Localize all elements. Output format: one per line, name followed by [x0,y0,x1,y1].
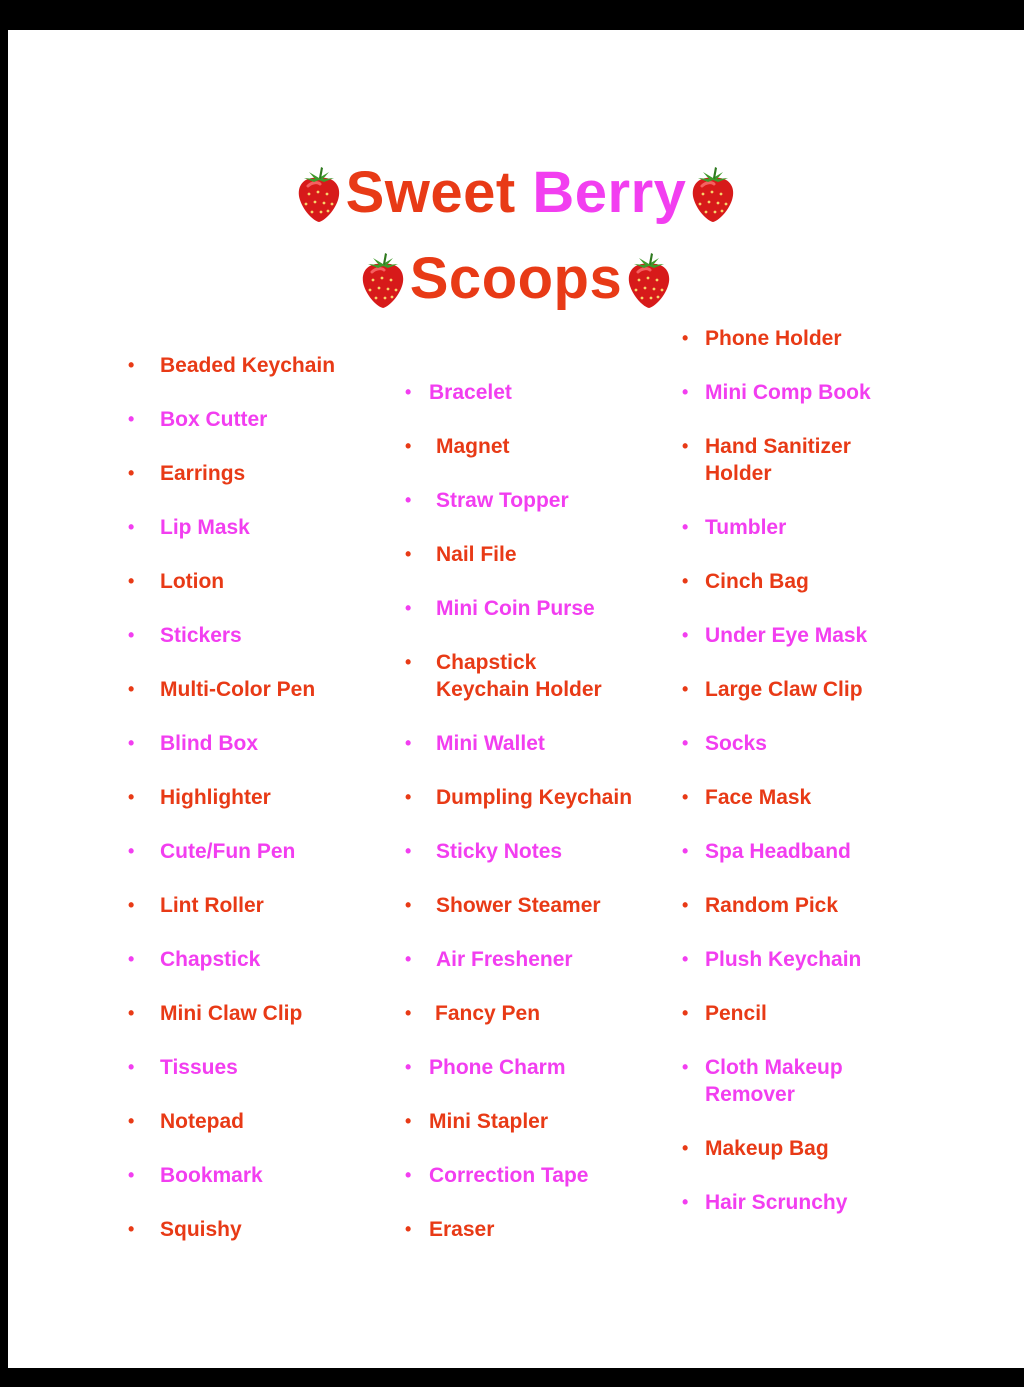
list-item-label [160,352,335,379]
list-item-line: Lotion [160,570,225,593]
bullet: • [682,949,689,969]
list-item-label [160,730,258,757]
bullet: • [128,409,135,429]
bullet: • [682,841,689,861]
list-item-line: Cloth Makeup [705,1056,843,1079]
list-item-label [429,1108,548,1135]
bullet: • [405,841,412,861]
bullet: • [128,355,135,375]
bullet: • [128,571,135,591]
list-item-line: Lint Roller [160,894,264,917]
list-item-line: Magnet [436,435,510,458]
list-item-line: Chapstick [436,651,537,674]
bullet: • [128,733,135,753]
title-word-berry: Berry [532,160,687,225]
list-item-line: Remover [705,1083,795,1106]
bullet: • [405,598,412,618]
bullet: • [128,625,135,645]
bullet: • [682,517,689,537]
list-item-line: Air Freshener [436,948,573,971]
list-item-label [160,946,260,973]
bullet: • [128,1111,135,1131]
list-item-line: Tumbler [705,516,787,539]
list-item-label [160,838,295,865]
list-item-label [429,1216,494,1243]
list-item-label [705,730,767,757]
list-item-line: Mini Stapler [429,1110,549,1133]
list-item-line: Mini Coin Purse [436,597,595,620]
list-item-line: Beaded Keychain [160,354,336,377]
bullet: • [128,517,135,537]
list-item-line: Blind Box [160,732,258,755]
list-item-label [705,1135,829,1162]
bullet: • [682,1192,689,1212]
list-item-label [160,406,267,433]
strawberry-icon [688,164,738,224]
list-item-line: Phone Charm [429,1056,566,1079]
bullet: • [128,1003,135,1023]
list-item-label [160,1108,244,1135]
list-item-line: Mini Comp Book [705,381,871,404]
title-word-sweet: Sweet [345,160,516,225]
bullet: • [682,382,689,402]
list-item-line: Bracelet [429,381,512,404]
bullet: • [682,436,689,456]
list-item-line: Large Claw Clip [705,678,863,701]
list-item-label [705,568,809,595]
document-page [8,30,1024,1368]
bullet: • [405,949,412,969]
list-item-label [705,1054,843,1108]
bullet: • [682,1003,689,1023]
bullet: • [405,436,412,456]
list-item-line: Multi-Color Pen [160,678,316,701]
bullet: • [682,733,689,753]
bullet: • [682,328,689,348]
list-item-label [436,730,545,757]
bullet: • [405,490,412,510]
list-item-line: Pencil [705,1002,767,1025]
bullet: • [405,787,412,807]
list-item-label [705,1000,767,1027]
list-item-label [429,379,512,406]
bullet: • [682,787,689,807]
list-item-label [160,1000,302,1027]
bullet: • [128,895,135,915]
list-item-line: Face Mask [705,786,812,809]
list-item-label [160,514,250,541]
list-item-line: Bookmark [160,1164,263,1187]
list-item-label [436,946,573,973]
bullet: • [128,1165,135,1185]
list-item-label [160,568,224,595]
list-item-label [705,676,863,703]
bullet: • [405,1219,412,1239]
bullet: • [128,1219,135,1239]
bullet: • [682,625,689,645]
list-item-label [436,433,510,460]
list-item-line: Keychain Holder [436,678,602,701]
strawberry-icon [624,250,674,310]
bullet: • [128,463,135,483]
list-item-line: Highlighter [160,786,271,809]
list-item-line: Spa Headband [705,840,851,863]
list-item-label [705,379,871,406]
list-item-line: Socks [705,732,767,755]
bullet: • [405,544,412,564]
list-item-line: Dumpling Keychain [436,786,633,809]
list-item-line: Tissues [160,1056,238,1079]
bullet: • [405,652,412,672]
list-item-line: Shower Steamer [436,894,601,917]
list-item-label [705,433,851,487]
list-item-label [429,1054,566,1081]
list-item-line: Cute/Fun Pen [160,840,296,863]
bullet: • [128,787,135,807]
list-item-label [436,784,632,811]
list-item-line: Notepad [160,1110,244,1133]
list-item-label [160,676,315,703]
list-item-line: Hair Scrunchy [705,1191,848,1214]
list-item-line: Cinch Bag [705,570,809,593]
list-item-label [705,325,842,352]
list-item-line: Hand Sanitizer [705,435,851,458]
list-item-label [436,487,569,514]
list-item-label [436,595,595,622]
list-item-line: Lip Mask [160,516,250,539]
bullet: • [405,733,412,753]
bullet: • [128,841,135,861]
list-item-line: Under Eye Mask [705,624,868,647]
list-item-line: Sticky Notes [436,840,563,863]
list-item-label [435,1000,540,1027]
title-line-2 [8,244,1024,314]
list-item-line: Straw Topper [436,489,569,512]
bullet: • [682,571,689,591]
list-item-line: Box Cutter [160,408,268,431]
list-item-line: Plush Keychain [705,948,862,971]
list-item-label [429,1162,588,1189]
list-item-label [160,892,264,919]
title-word-scoops: Scoops [409,246,623,311]
bullet: • [682,1057,689,1077]
list-item-label [705,784,811,811]
list-item-label [160,622,242,649]
list-item-line: Fancy Pen [435,1002,541,1025]
list-item-label [160,784,271,811]
strawberry-icon [294,164,344,224]
list-item-line: Stickers [160,624,242,647]
bullet: • [405,1111,412,1131]
bullet: • [682,679,689,699]
list-item-line: Chapstick [160,948,261,971]
list-item-label [160,1162,263,1189]
title-line-1 [8,158,1024,228]
list-item-line: Squishy [160,1218,242,1241]
list-item-line: Nail File [436,543,517,566]
bullet: • [128,949,135,969]
list-item-label [705,1189,847,1216]
list-item-label [705,622,867,649]
list-item-line: Makeup Bag [705,1137,829,1160]
bullet: • [405,1003,412,1023]
list-item-line: Random Pick [705,894,839,917]
list-item-label [705,946,861,973]
list-item-label [705,892,838,919]
list-item-label [436,649,602,703]
bullet: • [405,895,412,915]
list-item-line: Earrings [160,462,246,485]
list-item-label [705,838,851,865]
list-item-line: Mini Claw Clip [160,1002,303,1025]
list-item-label [705,514,786,541]
bullet: • [405,1165,412,1185]
list-item-line: Mini Wallet [436,732,545,755]
list-item-label [436,541,517,568]
list-item-label [160,1054,238,1081]
list-item-line: Phone Holder [705,327,842,350]
bullet: • [405,1057,412,1077]
bullet: • [128,1057,135,1077]
list-item-line: Eraser [429,1218,495,1241]
bullet: • [405,382,412,402]
list-item-label [436,892,601,919]
strawberry-icon [358,250,408,310]
bullet: • [682,1138,689,1158]
bullet: • [682,895,689,915]
list-item-line: Correction Tape [429,1164,589,1187]
list-item-label [160,460,245,487]
list-item-label [436,838,562,865]
bullet: • [128,679,135,699]
list-item-label [160,1216,242,1243]
list-item-line: Holder [705,462,772,485]
